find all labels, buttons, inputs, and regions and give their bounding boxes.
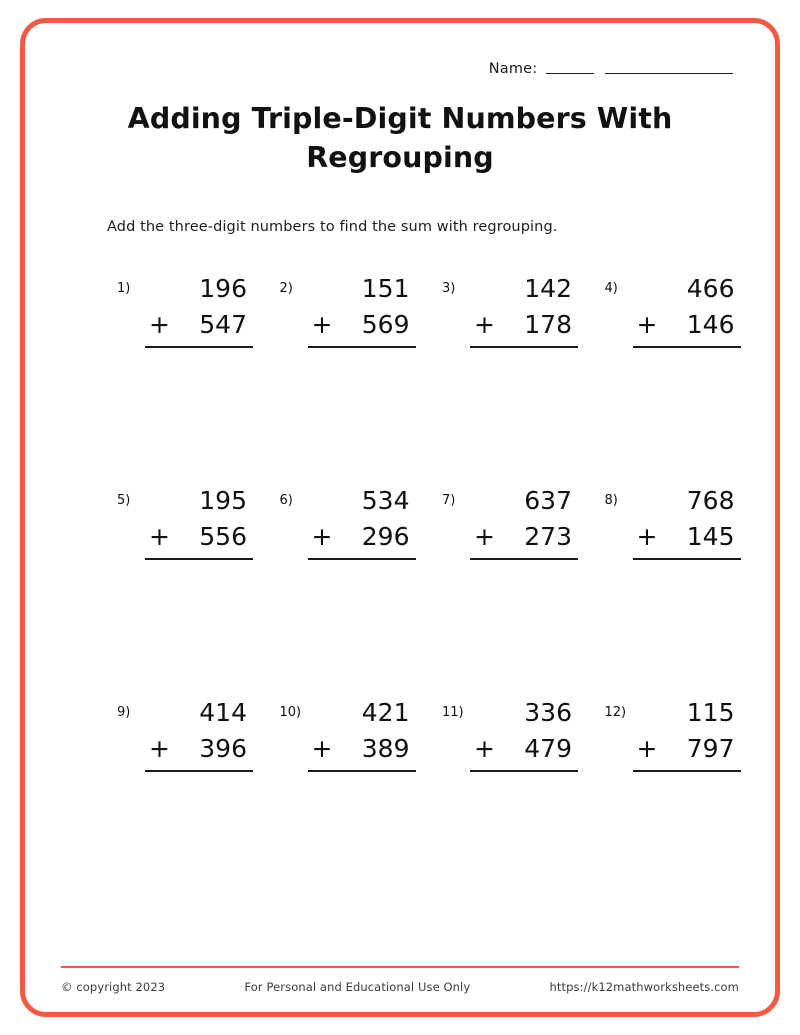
plus-sign: + xyxy=(149,309,170,339)
plus-sign: + xyxy=(149,521,170,551)
problem-row xyxy=(85,483,735,695)
addend-top: 151 xyxy=(361,274,410,303)
problem-2 xyxy=(248,271,411,483)
page-title: Adding Triple-Digit Numbers With Regrouping xyxy=(127,102,673,175)
problem-body xyxy=(470,483,578,560)
addend-top: 421 xyxy=(361,698,410,727)
problem-number: 10) xyxy=(279,705,302,720)
problem-body xyxy=(308,483,416,560)
addend-bottom: 569 xyxy=(361,309,410,339)
name-label: Name: xyxy=(488,61,538,77)
problem-body xyxy=(633,271,741,348)
problem-6 xyxy=(248,483,411,695)
problem-body xyxy=(633,695,741,772)
addend-bottom: 547 xyxy=(199,309,247,339)
addend-bottom-row xyxy=(470,519,578,561)
problem-12 xyxy=(573,695,736,907)
problem-body xyxy=(633,483,741,560)
problem-row xyxy=(85,271,735,483)
problem-9 xyxy=(85,695,248,907)
addend-top: 768 xyxy=(686,486,735,515)
addend-bottom: 556 xyxy=(199,521,247,551)
addend-top: 195 xyxy=(199,486,247,515)
addend-bottom: 145 xyxy=(686,521,735,551)
addend-bottom-row xyxy=(470,731,578,773)
problem-5 xyxy=(85,483,248,695)
addend-bottom-row xyxy=(470,307,578,349)
problem-number: 12) xyxy=(604,705,627,720)
addend-bottom: 178 xyxy=(524,309,572,339)
problem-body xyxy=(145,271,253,348)
problem-number: 3) xyxy=(442,281,456,296)
addend-bottom-row xyxy=(145,731,253,773)
problem-number: 6) xyxy=(279,493,293,508)
problem-7 xyxy=(410,483,573,695)
addend-bottom-row xyxy=(308,519,416,561)
problem-body xyxy=(145,695,253,772)
problem-8 xyxy=(573,483,736,695)
name-blank-short[interactable] xyxy=(546,73,594,74)
addend-bottom-row xyxy=(633,519,741,561)
plus-sign: + xyxy=(474,309,495,339)
addend-bottom-row xyxy=(145,519,253,561)
footer-copyright: © copyright 2023 xyxy=(61,980,166,994)
addend-bottom-row xyxy=(308,307,416,349)
addend-bottom: 389 xyxy=(361,733,410,763)
name-blank-long[interactable] xyxy=(605,73,733,74)
addend-top: 414 xyxy=(199,698,247,727)
addend-bottom: 479 xyxy=(524,733,572,763)
problem-body xyxy=(308,695,416,772)
problem-body xyxy=(145,483,253,560)
plus-sign: + xyxy=(636,521,658,551)
problem-number: 11) xyxy=(442,705,464,720)
instructions-text: Add the three-digit numbers to find the sum with regrouping. xyxy=(107,219,558,235)
addend-bottom: 797 xyxy=(686,733,735,763)
problem-number: 2) xyxy=(279,281,293,296)
problem-number: 7) xyxy=(442,493,456,508)
addend-top: 336 xyxy=(524,698,572,727)
addend-bottom: 296 xyxy=(361,521,410,551)
footer xyxy=(61,980,739,994)
addend-bottom-row xyxy=(145,307,253,349)
problem-body xyxy=(470,271,578,348)
addend-bottom-row xyxy=(633,731,741,773)
addend-top: 637 xyxy=(524,486,572,515)
problem-3 xyxy=(410,271,573,483)
addend-bottom-row xyxy=(308,731,416,773)
plus-sign: + xyxy=(474,733,495,763)
problem-1 xyxy=(85,271,248,483)
footer-usage: For Personal and Educational Use Only xyxy=(244,980,471,994)
addend-top: 115 xyxy=(686,698,735,727)
plus-sign: + xyxy=(474,521,495,551)
footer-site-url: https://k12mathworksheets.com xyxy=(549,980,739,994)
plus-sign: + xyxy=(149,733,170,763)
addend-bottom: 146 xyxy=(686,309,735,339)
problem-number: 4) xyxy=(604,281,618,296)
plus-sign: + xyxy=(636,309,658,339)
addend-bottom-row xyxy=(633,307,741,349)
problem-10 xyxy=(248,695,411,907)
plus-sign: + xyxy=(311,733,333,763)
problem-11 xyxy=(410,695,573,907)
plus-sign: + xyxy=(311,521,333,551)
worksheet-border xyxy=(20,18,780,1017)
addend-top: 142 xyxy=(524,274,572,303)
problem-row xyxy=(85,695,735,907)
addend-top: 534 xyxy=(361,486,410,515)
problem-number: 5) xyxy=(117,493,131,508)
problem-number: 1) xyxy=(117,281,131,296)
problem-number: 8) xyxy=(604,493,618,508)
name-field-row xyxy=(489,61,733,77)
plus-sign: + xyxy=(311,309,333,339)
problem-body xyxy=(470,695,578,772)
problem-4 xyxy=(573,271,736,483)
addend-bottom: 396 xyxy=(199,733,247,763)
plus-sign: + xyxy=(636,733,658,763)
addend-bottom: 273 xyxy=(524,521,572,551)
problem-body xyxy=(308,271,416,348)
addend-top: 196 xyxy=(199,274,247,303)
footer-divider xyxy=(61,966,739,968)
problems-grid xyxy=(85,271,735,907)
problem-number: 9) xyxy=(117,705,131,720)
addend-top: 466 xyxy=(686,274,735,303)
